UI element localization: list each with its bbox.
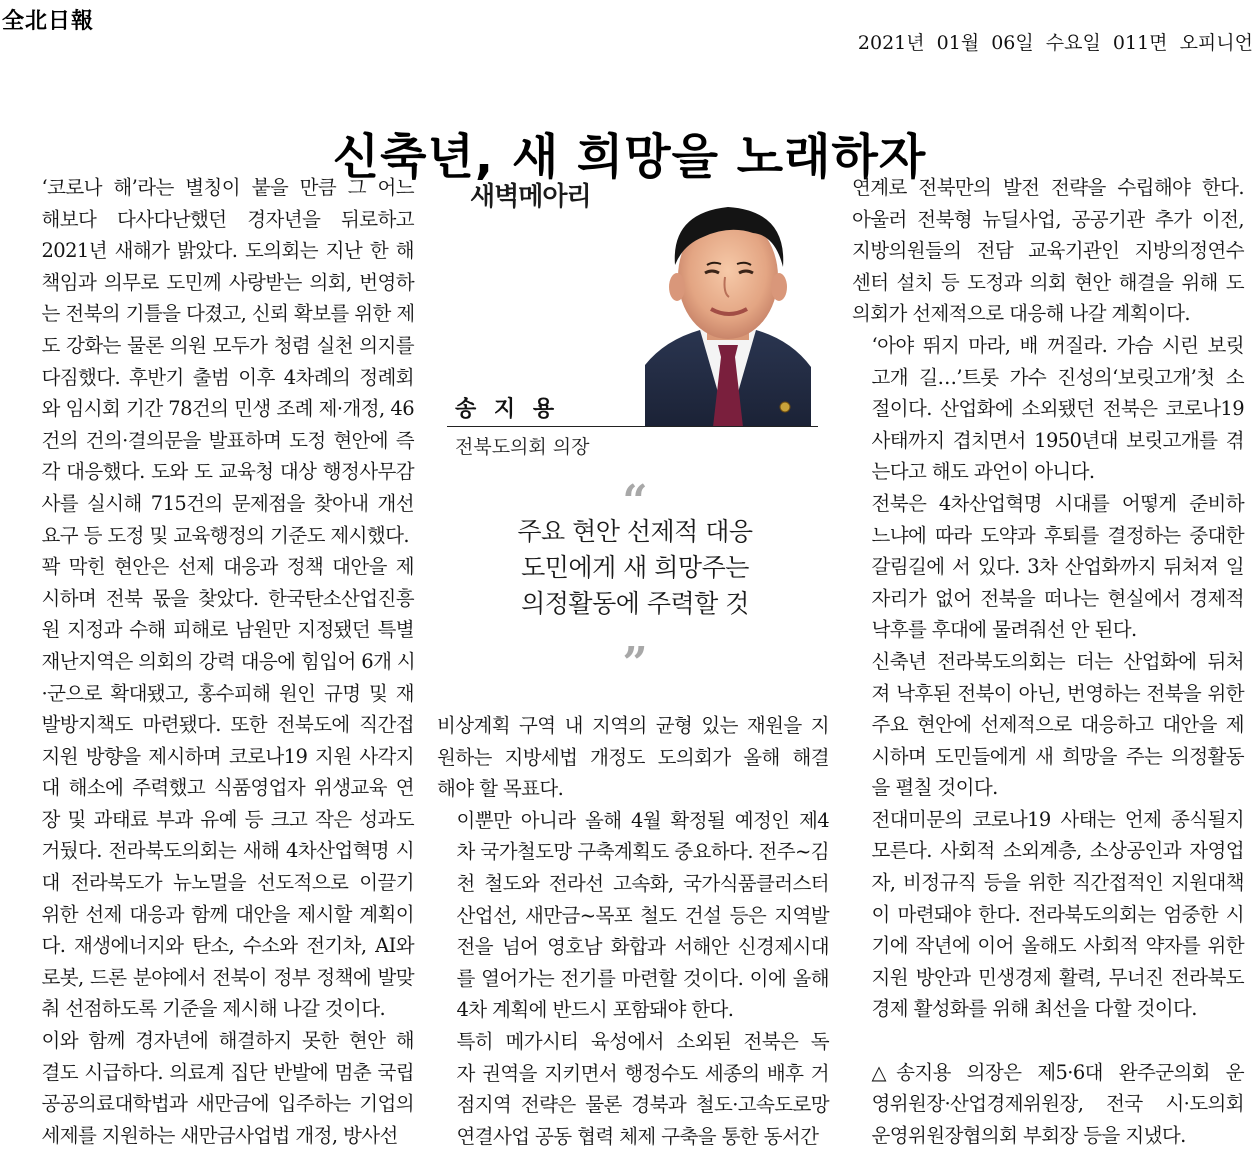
pull-quote-line: 의정활동에 주력할 것 — [521, 589, 749, 618]
text-line: 자 권역을 지키면서 행정수도 세종의 배후 거 — [456, 1061, 829, 1085]
text-line: 낙후를 후대에 물려줘선 안 된다. — [871, 618, 1137, 642]
text-line: 점지역 전략은 물론 경북과 철도·고속도로망 — [456, 1093, 829, 1117]
text-line — [852, 1025, 1244, 1057]
text-line: 요구 등 도정 및 교육행정의 기준도 제시했다. — [41, 523, 409, 547]
text-line: 운영위원장협의회 부회장 등을 지냈다. — [871, 1123, 1186, 1147]
column-series-label: 새벽메아리 — [470, 182, 591, 212]
text-line: 지방의원들의 전담 교육기관인 지방의정연수 — [852, 239, 1244, 263]
body-paragraph — [437, 1026, 829, 1152]
text-line: 갈림길에 서 있다. 3차 산업화까지 뒤처져 일 — [871, 555, 1244, 579]
body-column-1 — [22, 172, 414, 1151]
text-line: 도 강화는 물론 의원 모두가 청렴 실천 의지를 — [41, 333, 414, 357]
text-line: 를 열어가는 전기를 마련할 것이다. 이에 올해 — [456, 966, 829, 990]
body-paragraph — [22, 1025, 414, 1151]
text-line: 2021년 새해가 밝았다. 도의회는 지난 한 해 — [41, 239, 414, 263]
text-line: ‘아야 뛰지 마라, 배 꺼질라. 가슴 시린 보릿 — [871, 333, 1244, 357]
body-paragraph — [437, 710, 829, 805]
text-line: 다짐했다. 후반기 출범 이후 4차례의 정례회 — [41, 365, 414, 389]
text-line: 영위원장·산업경제위원장, 전국 시·도의회 — [871, 1092, 1244, 1116]
body-paragraph — [852, 172, 1244, 330]
text-line: 해보다 다사다난했던 경자년을 뒤로하고 — [41, 207, 414, 231]
text-line: 시하며 전북 몫을 찾았다. 한국탄소산업진흥 — [41, 586, 414, 610]
text-line: 주요 현안에 선제적으로 대응하고 대안을 제 — [871, 713, 1244, 737]
text-line: 산업선, 새만금~목포 철도 건설 등은 지역발 — [456, 903, 829, 927]
text-line: 지원 방향을 제시하며 코로나19 지원 사각지 — [41, 744, 414, 768]
text-line: 각 대응했다. 도와 도 교육청 대상 행정사무감 — [41, 460, 414, 484]
text-line: 장 및 과태료 부과 유예 등 크고 작은 성과도 — [41, 807, 414, 831]
text-line: 로봇, 드론 분야에서 전북이 정부 정책에 발맞 — [41, 965, 414, 989]
body-column-2 — [437, 710, 829, 1152]
text-line: 꽉 막힌 현안은 선제 대응과 정책 대안을 제 — [41, 555, 414, 579]
text-line: 다. 재생에너지와 탄소, 수소와 전기차, AI와 — [41, 934, 414, 958]
author-name: 송 지 용 — [455, 397, 560, 422]
text-line: 사를 실시해 715건의 문제점을 찾아내 개선 — [41, 491, 414, 515]
text-line: 해야 할 목표다. — [437, 777, 564, 801]
text-line: ·군으로 확대됐고, 홍수피해 원인 규명 및 재 — [41, 681, 414, 705]
text-line: 기에 작년에 이어 올해도 사회적 약자를 위한 — [871, 934, 1244, 958]
text-line: 차 국가철도망 구축계획도 중요하다. 전주~김 — [456, 840, 829, 864]
text-line: 연계로 전북만의 발전 전략을 수립해야 한다. — [852, 176, 1244, 199]
text-line: 을 펼칠 것이다. — [871, 776, 998, 800]
text-line: 고개 길…’트롯 가수 진성의‘보릿고개’첫 소 — [871, 365, 1244, 389]
text-line: 원하는 지방세법 개정도 도의회가 올해 해결 — [437, 745, 829, 769]
text-line: 는다고 해도 과언이 아니다. — [871, 460, 1095, 484]
body-paragraph — [22, 172, 414, 551]
text-line: 전을 넘어 영호남 화합과 서해안 신경제시대 — [456, 935, 829, 959]
text-line: 대 전라북도가 뉴노멀을 선도적으로 이끌기 — [41, 871, 414, 895]
text-line: 4차 계획에 반드시 포함돼야 한다. — [456, 998, 734, 1022]
body-paragraph — [852, 646, 1244, 804]
text-line: 자리가 없어 전북을 떠나는 현실에서 경제적 — [871, 586, 1244, 610]
text-line: 센터 설치 등 도정과 의회 현안 해결을 위해 도 — [852, 270, 1244, 294]
text-line: 결도 시급하다. 의료계 집단 반발에 멈춘 국립 — [41, 1060, 414, 1084]
text-line: 시하며 도민들에게 새 희망을 주는 의정활동 — [871, 744, 1244, 768]
page-number: 011면 — [1112, 32, 1168, 54]
paragraph-spacer — [852, 1025, 1244, 1057]
pull-quote-line: 도민에게 새 희망주는 — [521, 553, 749, 582]
text-line: 모른다. 사회적 소외계층, 소상공인과 자영업 — [871, 839, 1244, 863]
portrait-photo-icon — [645, 195, 811, 427]
text-line: 절이다. 산업화에 소외됐던 전북은 코로나19 — [871, 397, 1244, 421]
text-line: 와 임시회 기간 78건의 민생 조례 제·개정, 46 — [41, 397, 414, 421]
weekday: 수요일 — [1045, 32, 1101, 54]
body-paragraph — [852, 804, 1244, 1025]
open-quote-icon: “ — [622, 476, 648, 527]
article-headline: 신축년, 새 희망을 노래하자 — [332, 129, 927, 186]
body-paragraph — [852, 330, 1244, 488]
body-paragraph — [852, 1057, 1244, 1152]
text-line: 연결사업 공동 협력 체제 구축을 통한 동서간 — [456, 1124, 819, 1148]
text-line: 이뿐만 아니라 올해 4월 확정될 예정인 제4 — [456, 808, 829, 832]
pull-quote-line: 주요 현안 선제적 대응 — [517, 517, 753, 546]
dateline — [858, 28, 1253, 55]
text-line: 이와 함께 경자년에 해결하지 못한 현안 해 — [41, 1029, 414, 1053]
text-line: 원 지정과 수해 피해로 남원만 지정됐던 특별 — [41, 618, 414, 642]
text-line: △송지용 의장은 제5·6대 완주군의회 운 — [871, 1060, 1244, 1084]
author-title: 전북도의회 의장 — [455, 436, 590, 458]
text-line: 세제를 지원하는 새만금사업법 개정, 방사선 — [41, 1123, 398, 1147]
publication-date: 2021년 01월 06일 — [857, 32, 1034, 54]
text-line: 전북은 4차산업혁명 시대를 어떻게 준비하 — [871, 491, 1244, 515]
text-line: 는 전북의 기틀을 다졌고, 신뢰 확보를 위한 제 — [41, 302, 415, 326]
text-line: 비상계획 구역 내 지역의 균형 있는 재원을 지 — [437, 714, 829, 737]
author-portrait — [645, 195, 811, 427]
text-line: 자, 비정규직 등을 위한 직간접적인 지원대책 — [871, 871, 1244, 895]
text-line: 전대미문의 코로나19 사태는 언제 종식될지 — [871, 807, 1244, 831]
text-line: 느냐에 따라 도약과 후퇴를 결정하는 중대한 — [871, 523, 1244, 547]
text-line: 의회가 선제적으로 대응해 나갈 계획이다. — [852, 302, 1191, 326]
text-line: 공공의료대학법과 새만금에 입주하는 기업의 — [41, 1092, 414, 1116]
text-line: 이 마련돼야 한다. 전라북도의회는 엄중한 시 — [871, 902, 1244, 926]
text-line: 춰 선점하도록 기준을 제시해 나갈 것이다. — [41, 997, 386, 1021]
text-line: ‘코로나 해’라는 별칭이 붙을 만큼 그 어느 — [41, 176, 414, 199]
text-line: 지원 방안과 민생경제 활력, 무너진 전라북도 — [871, 965, 1244, 989]
close-quote-icon: ” — [622, 638, 648, 689]
text-line: 아울러 전북형 뉴딜사업, 공공기관 추가 이전, — [852, 207, 1244, 231]
text-line: 거뒀다. 전라북도의회는 새해 4차산업혁명 시 — [41, 839, 414, 863]
text-line: 신축년 전라북도의회는 더는 산업화에 뒤처 — [871, 649, 1244, 673]
text-line: 발방지책도 마련됐다. 또한 전북도에 직간접 — [41, 713, 414, 737]
body-column-3 — [852, 172, 1244, 1151]
text-line: 재난지역은 의회의 강력 대응에 힘입어 6개 시 — [41, 649, 416, 673]
text-line: 책임과 의무로 도민께 사랑받는 의회, 번영하 — [41, 270, 414, 294]
text-line: 천 철도와 전라선 고속화, 국가식품클러스터 — [456, 871, 829, 895]
divider — [447, 426, 818, 427]
newspaper-masthead: 全北日報 — [2, 9, 95, 34]
section-name: 오피니언 — [1179, 32, 1253, 54]
text-line: 져 낙후된 전북이 아닌, 번영하는 전북을 위한 — [871, 681, 1244, 705]
text-line: 건의 건의·결의문을 발표하며 도정 현안에 즉 — [41, 428, 414, 452]
body-paragraph — [852, 488, 1244, 646]
text-line: 특히 메가시티 육성에서 소외된 전북은 독 — [456, 1029, 829, 1053]
text-line: 경제 활성화를 위해 최선을 다할 것이다. — [871, 997, 1197, 1021]
body-paragraph — [22, 551, 414, 1025]
body-paragraph — [437, 805, 829, 1026]
text-line: 대 해소에 주력했고 식품영업자 위생교육 연 — [41, 776, 414, 800]
text-line: 사태까지 겹치면서 1950년대 보릿고개를 겪 — [871, 428, 1244, 452]
text-line: 위한 선제 대응과 함께 대안을 제시할 계획이 — [41, 902, 414, 926]
pull-quote — [440, 514, 830, 622]
